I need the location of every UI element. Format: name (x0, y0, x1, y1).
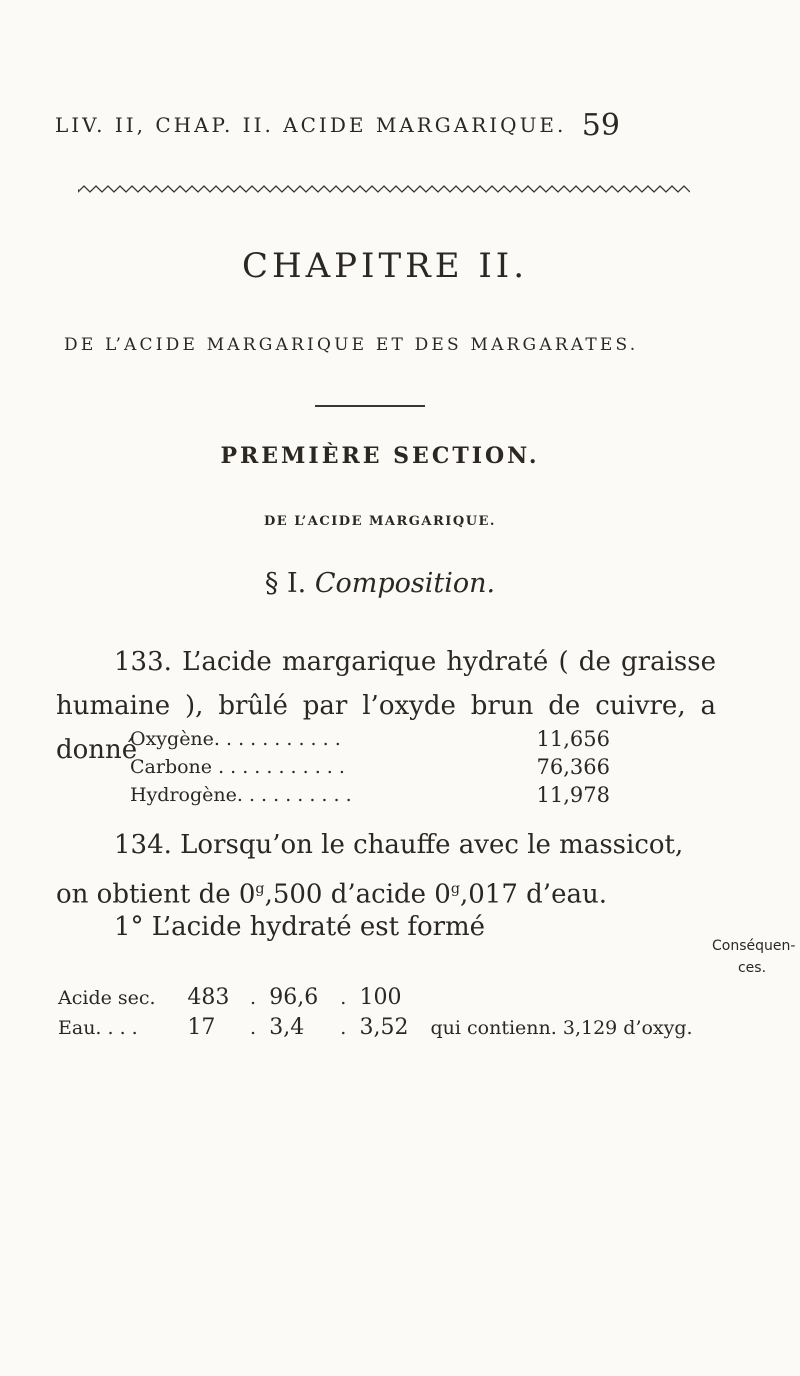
calc-separator: . (249, 987, 257, 1009)
calc-label: Eau. . . . (58, 1017, 138, 1039)
calc-separator: . (340, 987, 347, 1009)
calc-label: Acide sec. (58, 987, 156, 1009)
section-divider (315, 405, 425, 407)
calc-row (58, 983, 758, 1013)
calc-value-c: 100 (359, 985, 402, 1010)
composition-table (130, 725, 610, 809)
para-134-part-a: 134. Lorsqu’on le chauffe avec le massicot, on obtient de 0 (56, 830, 684, 910)
calc-row (58, 1013, 758, 1043)
composition-label: Carbone . . . . . . . . . . . (130, 756, 345, 778)
calc-value-b: 3,4 (269, 1015, 305, 1040)
composition-row (130, 753, 610, 781)
calc-separator: . (249, 1017, 257, 1039)
paragraph-name: Composition. (314, 568, 496, 599)
para-134-part-c: ,017 d’eau. (460, 879, 607, 910)
calc-value-a: 17 (187, 1015, 216, 1040)
gram-unit: g (450, 881, 460, 897)
composition-value: 11,978 (536, 783, 610, 807)
calc-note (431, 983, 758, 1013)
paragraph-heading (0, 568, 800, 599)
margin-note-line: Conséquen- (712, 938, 796, 954)
composition-row (130, 725, 610, 753)
paragraph-133: 133. L’acide margarique hydraté ( de graisse humaine ), brûlé par l’oxyde brun de cuivre, a donné (56, 647, 716, 765)
composition-value: 11,656 (536, 727, 610, 751)
chapter-title: CHAPITRE II. (241, 246, 529, 286)
calc-note: qui contienn. 3,129 d’oxyg. (430, 1017, 693, 1039)
paragraph-134 (56, 823, 716, 917)
section-title: PREMIÈRE SECTION. (220, 443, 540, 469)
chapter-subtitle: DE L’ACIDE MARGARIQUE ET DES MARGARATES. (64, 335, 639, 355)
paragraph-number: § I. (264, 568, 307, 599)
calc-value-b: 96,6 (269, 985, 319, 1010)
para-134-part-b: ,500 d’acide 0 (264, 879, 451, 910)
margin-note (712, 935, 796, 979)
running-head (55, 105, 695, 143)
calculation-table (58, 983, 758, 1043)
gram-unit: g (255, 881, 265, 897)
page-number: 59 (581, 108, 620, 143)
calc-value-c: 3,52 (359, 1015, 409, 1040)
running-head-text: LIV. II, CHAP. II. ACIDE MARGARIQUE. (55, 113, 567, 137)
composition-label: Oxygène. . . . . . . . . . . (130, 728, 341, 750)
margin-note-line: ces. (737, 960, 767, 976)
composition-row (130, 781, 610, 809)
decorative-ornament-rule (78, 183, 690, 195)
composition-value: 76,366 (536, 755, 610, 779)
calc-separator: . (340, 1017, 347, 1039)
composition-label: Hydrogène. . . . . . . . . . (130, 784, 352, 806)
calc-value-a: 483 (187, 985, 230, 1010)
section-subtitle: DE L’ACIDE MARGARIQUE. (264, 514, 496, 529)
paragraph-first-consequence: 1° L’acide hydraté est formé (114, 912, 486, 942)
